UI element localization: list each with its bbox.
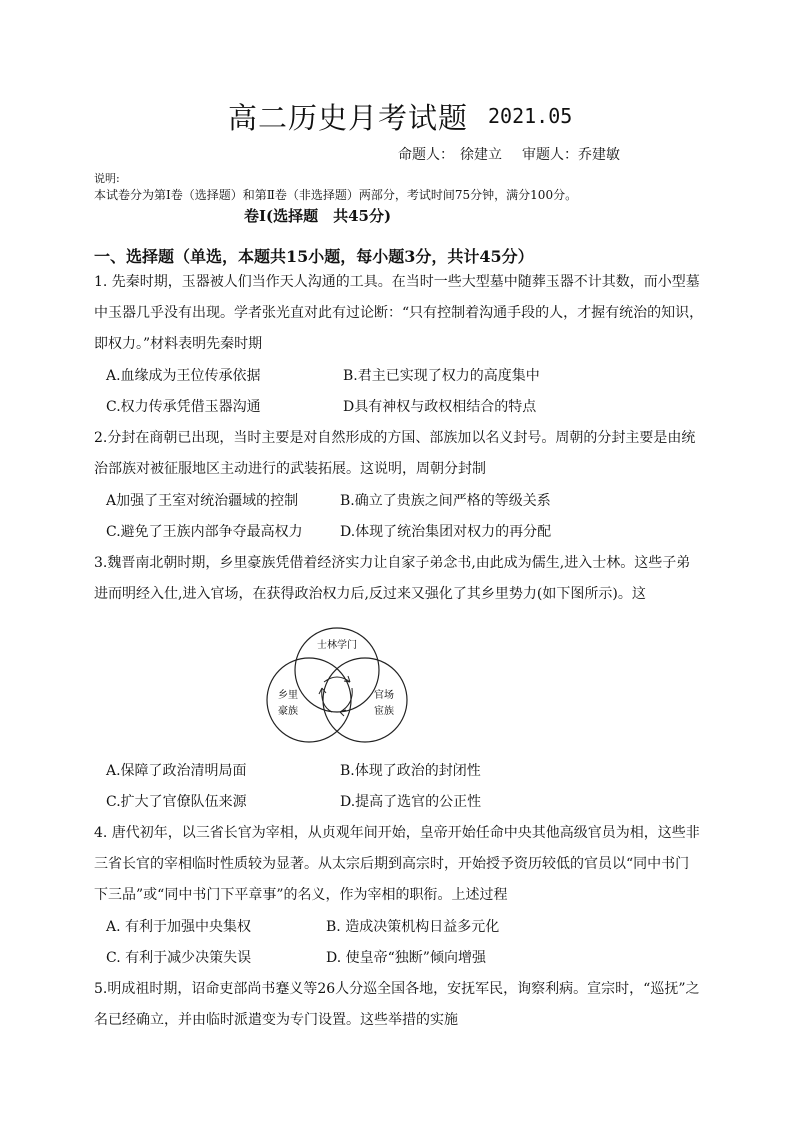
q4-line-1: 4. 唐代初年，以三省长官为宰相，从贞观年间开始，皇帝开始任命中央其他高级官员为相，这些非 (94, 825, 700, 841)
notes-label: 说明: (94, 172, 120, 185)
q2-option-d: D.体现了统治集团对权力的再分配 (340, 524, 552, 540)
q3-option-a: A.保障了政治清明局面 (106, 763, 247, 779)
exam-title: 高二历史月考试题 (228, 101, 469, 135)
reviewer-name: 乔建敏 (578, 147, 620, 163)
q1-line-1: 1. 先秦时期，玉器被人们当作天人沟通的工具。在当时一些大型墓中随葬玉器不计其数，而小型墓 (94, 274, 700, 290)
exam-date: 2021.05 (488, 104, 573, 128)
diagram-label-right-2: 宦族 (374, 706, 394, 717)
q1-line-2: 中玉器几乎没有出现。学者张光直对此有过论断：“只有控制着沟通手段的人，才握有统治的知识， (94, 305, 704, 321)
q1-option-a: A.血缘成为王位传承依据 (106, 368, 261, 384)
diagram-label-right-1: 官场 (374, 690, 394, 701)
q5-line-1: 5.明成祖时期，诏命吏部尚书蹇义等26人分巡全国各地，安抚军民，询察利病。宣宗时，“巡抚”之 (94, 981, 700, 997)
q1-line-3: 即权力。”材料表明先秦时期 (94, 336, 263, 352)
q1-option-b: B.君主已实现了权力的高度集中 (343, 368, 540, 384)
setter-name: 徐建立 (460, 147, 502, 163)
q4-line-2: 三省长官的宰相临时性质较为显著。从太宗后期到高宗时，开始授予资历较低的官员以“同中书门 (94, 856, 690, 872)
notes-text: 本试卷分为第Ⅰ卷（选择题）和第Ⅱ卷（非选择题）两部分，考试时间75分钟，满分100分。 (94, 188, 578, 202)
q1-option-c: C.权力传承凭借玉器沟通 (106, 399, 261, 415)
diagram-label-left-2: 豪族 (278, 706, 298, 717)
q2-option-a: A加强了王室对统治疆域的控制 (106, 493, 299, 509)
authors-line (398, 144, 626, 164)
q3-option-c: C.扩大了官僚队伍来源 (106, 794, 247, 810)
q3-option-d: D.提高了选官的公正性 (340, 794, 482, 810)
q4-line-3: 下三品”或“同中书门下平章事”的名义，作为宰相的职衔。上述过程 (94, 887, 508, 903)
q1-option-d: D具有神权与政权相结合的特点 (343, 399, 537, 415)
reviewer-label: 审题人： (522, 147, 578, 163)
q3-line-1: 3.魏晋南北朝时期，乡里豪族凭借着经济实力让自家子弟念书,由此成为儒生,进入士林。这些子弟 (94, 555, 691, 571)
q4-option-c: C. 有利于减少决策失误 (106, 950, 252, 966)
diagram-label-top: 士林学门 (317, 640, 357, 651)
setter-label: 命题人： (398, 147, 454, 163)
q2-option-c: C.避免了王族内部争夺最高权力 (106, 524, 303, 540)
q2-line-1: 2.分封在商朝已出现，当时主要是对自然形成的方国、部族加以名义封号。周朝的分封主要是由统 (94, 430, 696, 446)
q4-option-b: B. 造成决策机构日益多元化 (326, 919, 500, 935)
q3-line-2: 进而明经入仕,进入官场，在获得政治权力后,反过来又强化了其乡里势力(如下图所示)。这 (94, 586, 646, 602)
circle-right (323, 658, 407, 742)
q2-line-2: 治部族对被征服地区主动进行的武装拓展。这说明，周朝分封制 (94, 461, 486, 477)
q2-option-b: B.确立了贵族之间严格的等级关系 (340, 493, 551, 509)
q5-line-2: 名已经确立，并由临时派遣变为专门设置。这些举措的实施 (94, 1012, 458, 1028)
q4-option-a: A. 有利于加强中央集权 (106, 919, 252, 935)
part1-title: 卷Ⅰ(选择题 共45分) (244, 207, 392, 225)
q3-option-b: B.体现了政治的封闭性 (340, 763, 481, 779)
venn-diagram (262, 622, 412, 746)
diagram-label-left-1: 乡里 (278, 690, 298, 701)
q4-option-d: D. 使皇帝“独断”倾向增强 (326, 950, 486, 966)
section1-title: 一、选择题（单选，本题共15小题，每小题3分，共计45分） (94, 247, 534, 266)
